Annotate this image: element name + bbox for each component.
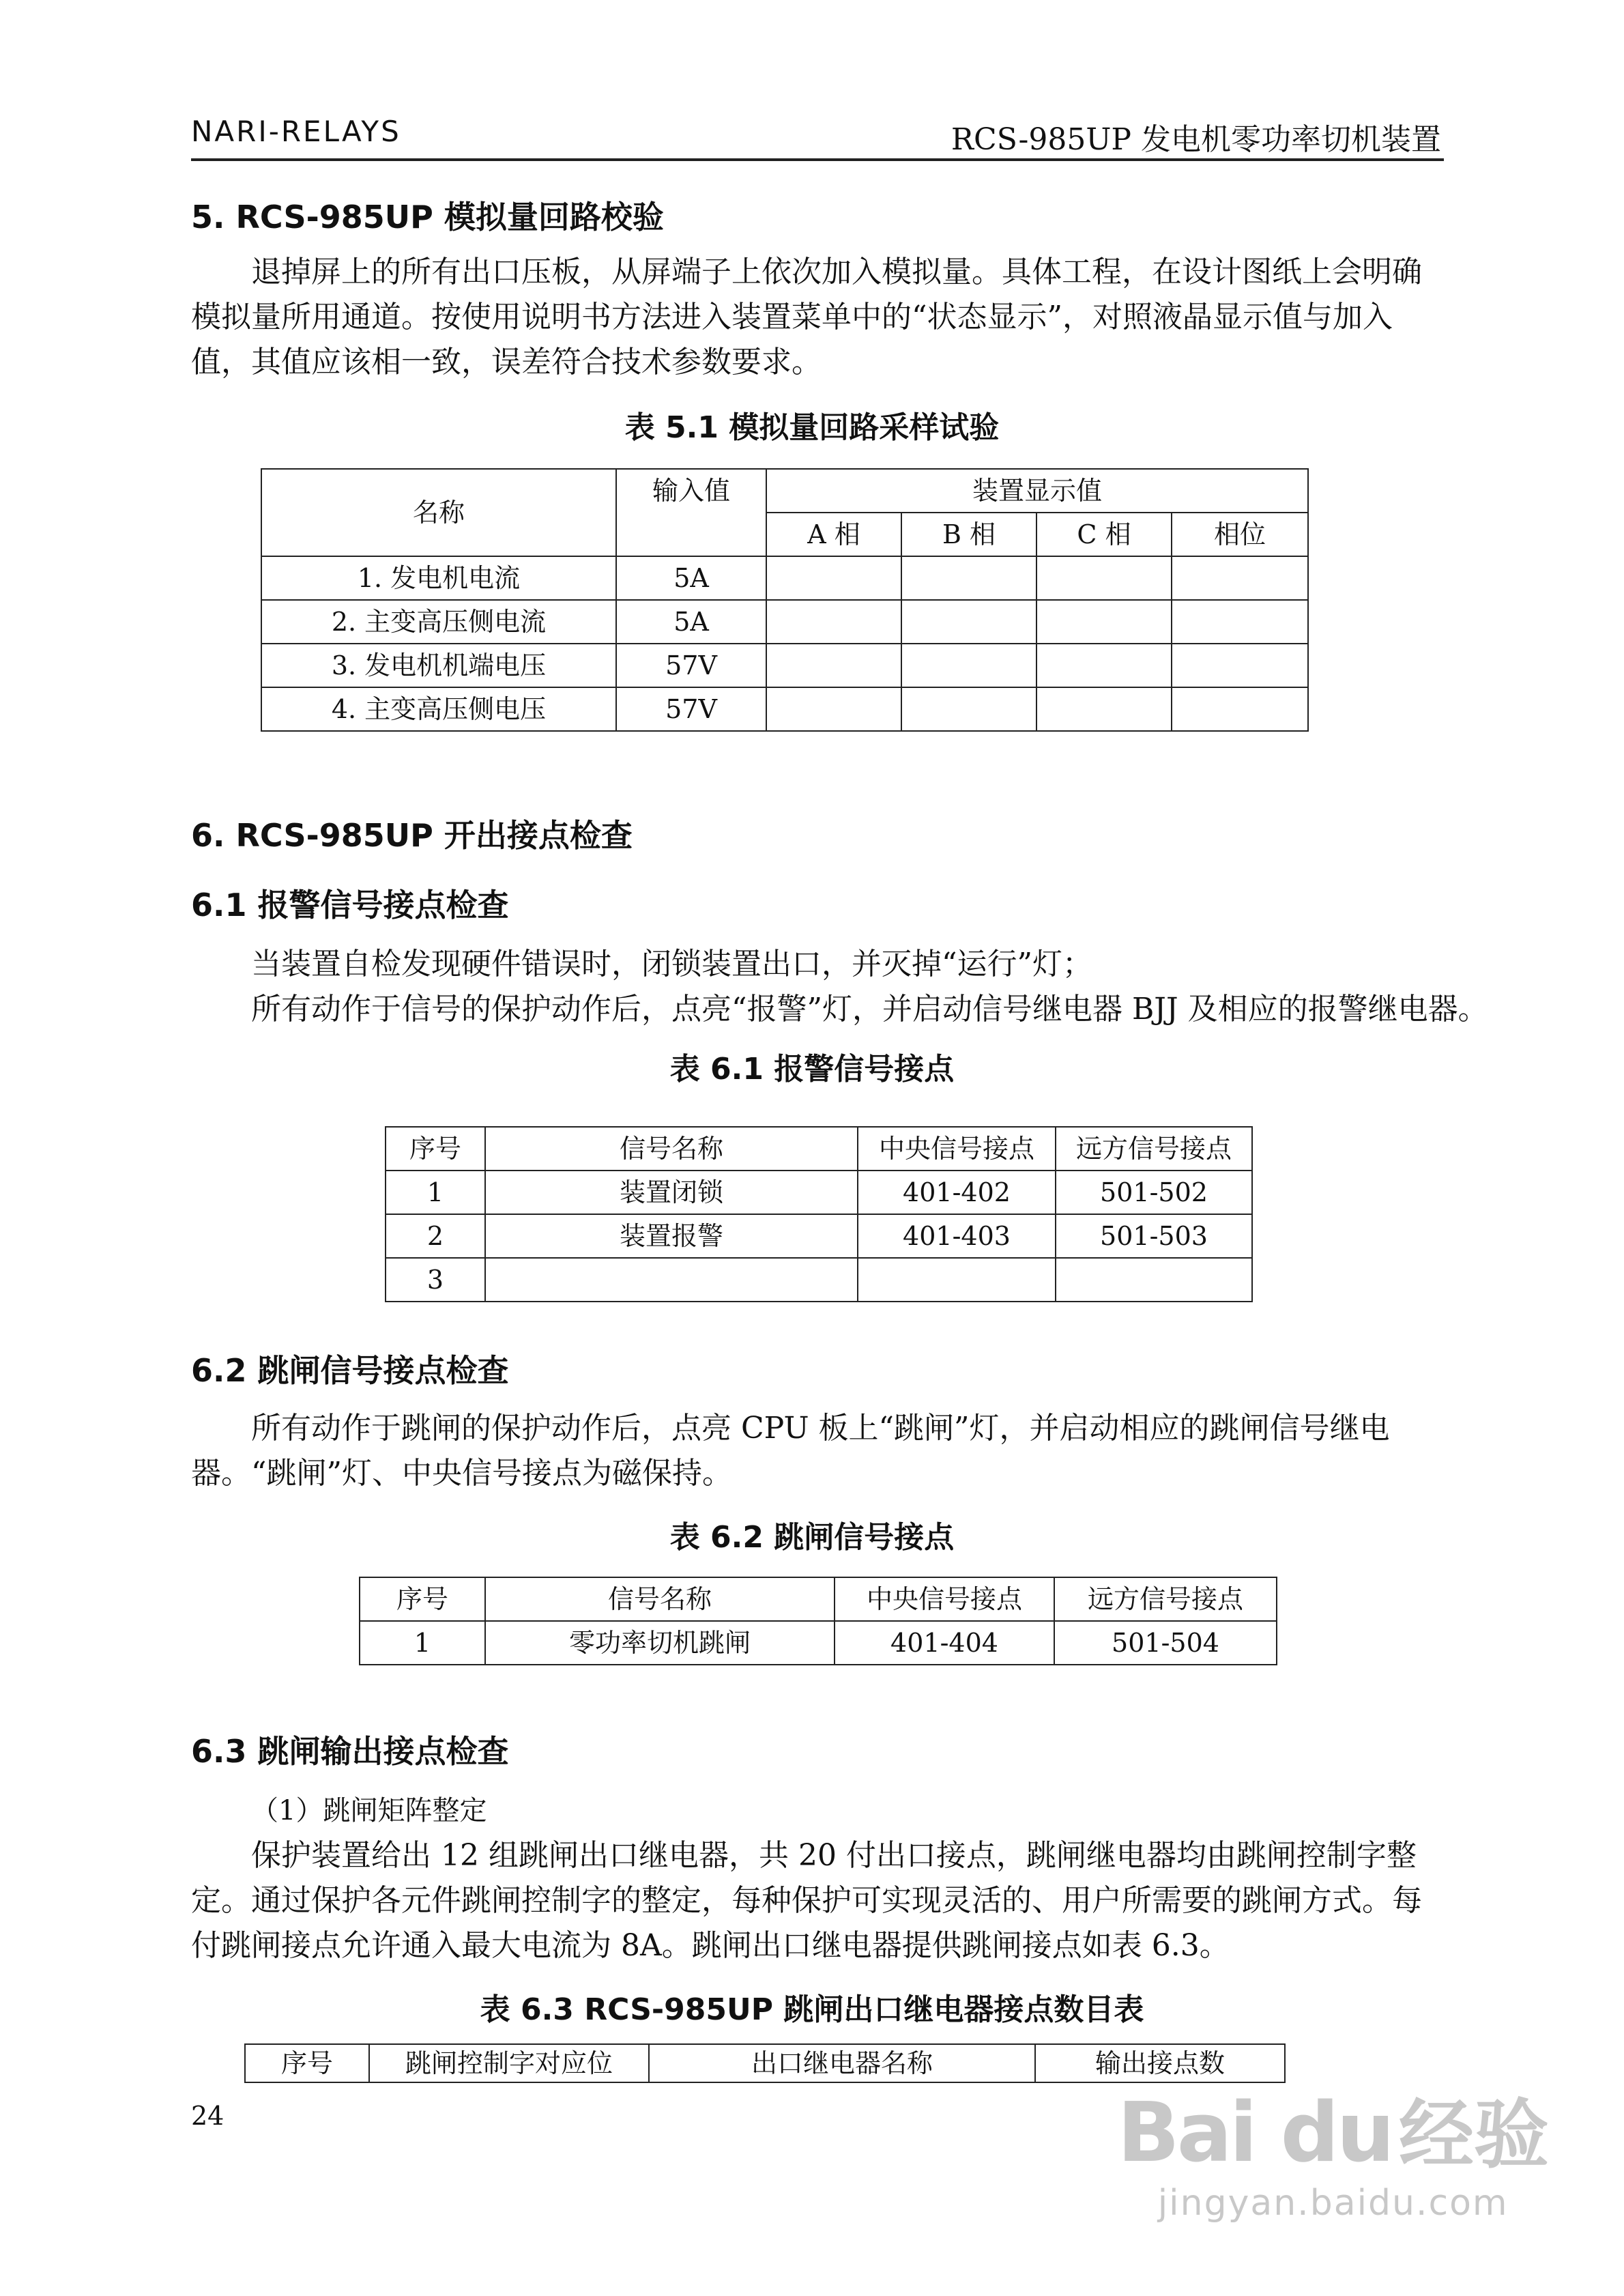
- table-6-1-caption: 表 6.1 报警信号接点: [669, 1052, 955, 1087]
- table-5-1-caption: 表 5.1 模拟量回路采样试验: [624, 410, 1000, 445]
- table-row: [360, 1621, 1277, 1665]
- cell-name: 3. 发电机机端电压: [261, 644, 616, 687]
- table-row: [261, 556, 1308, 600]
- table-6-1: [385, 1126, 1253, 1302]
- cell-empty: [766, 556, 901, 600]
- cell-empty: [1036, 600, 1172, 644]
- cell: 401-403: [858, 1214, 1056, 1258]
- cell: 3: [386, 1258, 485, 1302]
- table-row: [261, 600, 1308, 644]
- cell-input: 57V: [616, 687, 766, 731]
- section-5-title: 5. RCS-985UP 模拟量回路校验: [191, 199, 664, 235]
- header-left: NARI-RELAYS: [191, 115, 401, 148]
- header-cell: 序号: [245, 2044, 369, 2082]
- cell: 零功率切机跳闸: [485, 1621, 835, 1665]
- cell-empty: [1036, 687, 1172, 731]
- table-row: [261, 687, 1308, 731]
- section-6-title: 6. RCS-985UP 开出接点检查: [191, 817, 633, 854]
- page-number: 24: [191, 2101, 224, 2131]
- header-cell: 出口继电器名称: [649, 2044, 1035, 2082]
- cell: 1: [386, 1171, 485, 1214]
- cell: [1056, 1258, 1252, 1302]
- table-row: [386, 1258, 1252, 1302]
- cell: 501-502: [1056, 1171, 1252, 1214]
- cell-empty: [901, 556, 1036, 600]
- header-cell: 中央信号接点: [835, 1577, 1054, 1621]
- cell: 1: [360, 1621, 485, 1665]
- section-6-1-title: 6.1 报警信号接点检查: [191, 887, 509, 923]
- header-cell: 信号名称: [485, 1127, 858, 1171]
- header-cell: 输出接点数: [1035, 2044, 1285, 2082]
- cell-empty: [1172, 556, 1308, 600]
- section-6-1-line-1: 当装置自检发现硬件错误时，闭锁装置出口，并灭掉“运行”灯；: [251, 947, 1092, 981]
- baidu-logo: Bai du: [1117, 2086, 1392, 2181]
- header-input: 输入值: [616, 469, 766, 556]
- cell-empty: [1172, 687, 1308, 731]
- header-cell: 序号: [360, 1577, 485, 1621]
- header-cell: 远方信号接点: [1056, 1127, 1252, 1171]
- cell-empty: [1036, 556, 1172, 600]
- cell-empty: [1172, 600, 1308, 644]
- table-5-1: [261, 468, 1309, 732]
- cell-empty: [901, 644, 1036, 687]
- cell: 501-504: [1054, 1621, 1277, 1665]
- table-6-2-caption: 表 6.2 跳闸信号接点: [669, 1520, 955, 1555]
- header-cell: 中央信号接点: [858, 1127, 1056, 1171]
- watermark-url: jingyan.baidu.com: [1157, 2183, 1509, 2224]
- table-header-row: [360, 1577, 1277, 1621]
- cell-empty: [901, 600, 1036, 644]
- cell: [858, 1258, 1056, 1302]
- cell-empty: [766, 644, 901, 687]
- cell: 2: [386, 1214, 485, 1258]
- header-display: 装置显示值: [766, 469, 1308, 513]
- section-6-3-paragraph: 保护装置给出 12 组跳闸出口继电器，共 20 付出口接点，跳闸继电器均由跳闸控制字整定。通过保护各元件跳闸控制字的整定，每种保护可实现灵活的、用户所需要的跳闸方式。每付跳闸接点允许通入最大电流为 8A。跳闸出口继电器提供跳闸接点如表 6.3。: [191, 1838, 1422, 1963]
- table-header-row: [386, 1127, 1252, 1171]
- section-6-1-line-2: 所有动作于信号的保护动作后，点亮“报警”灯，并启动信号继电器 BJJ 及相应的报警继电器。: [251, 992, 1488, 1027]
- section-6-2-title: 6.2 跳闸信号接点检查: [191, 1352, 509, 1389]
- cell-name: 1. 发电机电流: [261, 556, 616, 600]
- header-name: 名称: [261, 469, 616, 556]
- header-phase-angle: 相位: [1172, 513, 1308, 556]
- cell: 501-503: [1056, 1214, 1252, 1258]
- table-6-3-caption: 表 6.3 RCS-985UP 跳闸出口继电器接点数目表: [480, 1992, 1144, 2027]
- cell-empty: [766, 687, 901, 731]
- section-6-3-title: 6.3 跳闸输出接点检查: [191, 1733, 509, 1770]
- cell-name: 4. 主变高压侧电压: [261, 687, 616, 731]
- header-cell: 远方信号接点: [1054, 1577, 1277, 1621]
- jingyan-logo: 经验: [1399, 2091, 1549, 2179]
- header-rule: [191, 158, 1444, 161]
- header-cell: 跳闸控制字对应位: [369, 2044, 649, 2082]
- baidu-jingyan-watermark: [1117, 2075, 1549, 2224]
- cell: 401-404: [835, 1621, 1054, 1665]
- table-row: [386, 1171, 1252, 1214]
- section-6-2-paragraph: 所有动作于跳闸的保护动作后，点亮 CPU 板上“跳闸”灯，并启动相应的跳闸信号继电器。“跳闸”灯、中央信号接点为磁保持。: [191, 1411, 1390, 1491]
- cell-empty: [1036, 644, 1172, 687]
- table-row: [261, 644, 1308, 687]
- cell-empty: [901, 687, 1036, 731]
- cell-input: 5A: [616, 600, 766, 644]
- section-5-paragraph: 退掉屏上的所有出口压板，从屏端子上依次加入模拟量。具体工程，在设计图纸上会明确模拟量所用通道。按使用说明书方法进入装置菜单中的“状态显示”，对照液晶显示值与加入值，其值应该相一致，误差符合技术参数要求。: [191, 255, 1422, 379]
- cell-input: 5A: [616, 556, 766, 600]
- cell-empty: [766, 600, 901, 644]
- header-right: RCS-985UP 发电机零功率切机装置: [951, 122, 1441, 157]
- cell: 装置闭锁: [485, 1171, 858, 1214]
- header-phase-c: C 相: [1036, 513, 1172, 556]
- header-phase-a: A 相: [766, 513, 901, 556]
- header-cell: 序号: [386, 1127, 485, 1171]
- cell-empty: [1172, 644, 1308, 687]
- cell-input: 57V: [616, 644, 766, 687]
- table-row: [386, 1214, 1252, 1258]
- section-6-3-subheading: （1）跳闸矩阵整定: [251, 1795, 487, 1826]
- table-6-2: [359, 1577, 1277, 1665]
- header-phase-b: B 相: [901, 513, 1036, 556]
- cell: [485, 1258, 858, 1302]
- header-cell: 信号名称: [485, 1577, 835, 1621]
- cell-name: 2. 主变高压侧电流: [261, 600, 616, 644]
- cell: 装置报警: [485, 1214, 858, 1258]
- cell: 401-402: [858, 1171, 1056, 1214]
